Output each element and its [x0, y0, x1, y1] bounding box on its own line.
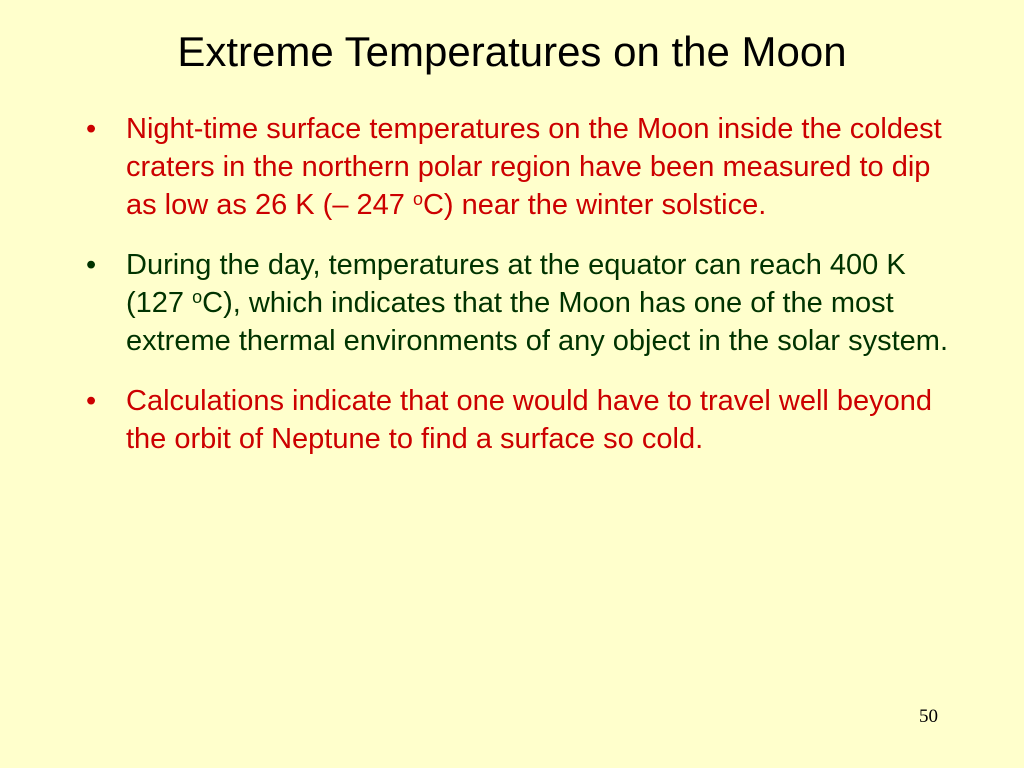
bullet-text-part: Night-time surface temperatures on the Moon inside the coldest craters in the northern polar region have been measured to dip as low as 26 K (– 247 [126, 113, 942, 221]
bullet-dot-icon: • [86, 385, 97, 417]
bullet-item-night-temperatures [86, 110, 956, 224]
bullet-item-day-temperatures [86, 246, 956, 360]
bullet-item-calculations [86, 382, 956, 458]
bullet-dot-icon: • [86, 113, 97, 145]
bullet-text: Calculations indicate that one would have to travel well beyond the orbit of Neptune to find a surface so cold. [126, 385, 933, 455]
bullet-text-part: C), which indicates that the Moon has one of the most extreme thermal environments of any object in the solar system. [126, 287, 949, 357]
bullet-list [86, 110, 956, 480]
degree-superscript: o [412, 189, 423, 209]
bullet-text-part: C) near the winter solstice. [422, 189, 767, 221]
bullet-text-part: During the day, temperatures at the equator can reach 400 K (127 [126, 249, 906, 319]
bullet-dot-icon: • [86, 249, 97, 281]
slide-title: Extreme Temperatures on the Moon [177, 28, 847, 75]
degree-superscript: o [192, 287, 203, 307]
page-number: 50 [919, 706, 938, 727]
